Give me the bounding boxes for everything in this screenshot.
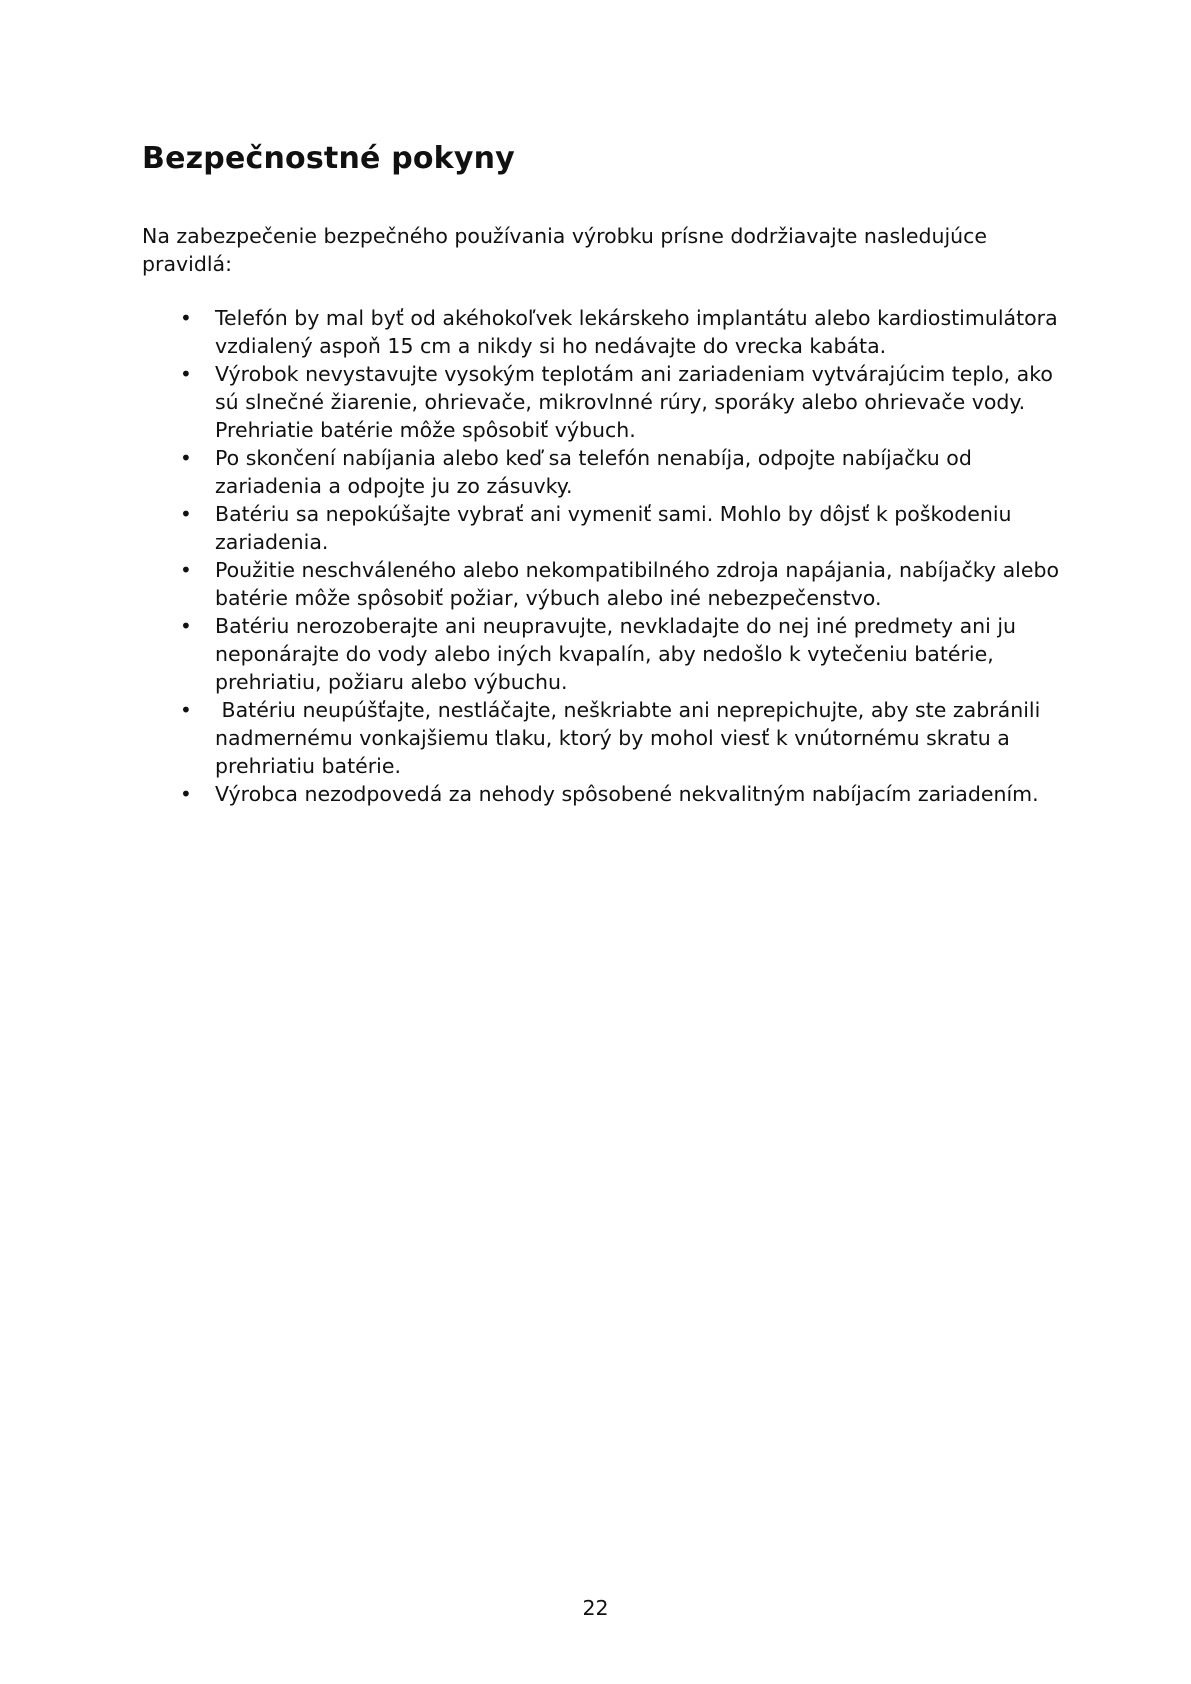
list-item [142, 780, 1062, 808]
intro-paragraph: Na zabezpečenie bezpečného používania výrobku prísne dodržiavajte nasledujúce pravidlá: [142, 224, 988, 276]
rule-text: Batériu neupúšťajte, nestláčajte, neškriabte ani neprepichujte, aby ste zabránili nadmernému vonkajšiemu tlaku, ktorý by mohol viesť k vnútornému skratu a prehriatiu batérie. [215, 698, 1047, 778]
list-item [142, 612, 1062, 696]
page-content [142, 138, 1062, 808]
bullet-icon: • [180, 502, 192, 526]
rule-text: Po skončení nabíjania alebo keď sa telefón nenabíja, odpojte nabíjačku od zariadenia a odpojte ju zo zásuvky. [215, 446, 972, 498]
safety-rules-list [142, 304, 1062, 808]
rule-text: Batériu sa nepokúšajte vybrať ani vymeniť sami. Mohlo by dôjsť k poškodeniu zariadenia. [215, 502, 1012, 554]
bullet-icon: • [180, 782, 192, 806]
list-item [142, 556, 1062, 612]
rule-text: Telefón by mal byť od akéhokoľvek lekárskeho implantátu alebo kardiostimulátora vzdialený aspoň 15 cm a nikdy si ho nedávajte do vrecka kabáta. [215, 306, 1058, 358]
bullet-icon: • [180, 698, 192, 722]
list-item [142, 500, 1062, 556]
rule-text: Výrobok nevystavujte vysokým teplotám ani zariadeniam vytvárajúcim teplo, ako sú slnečné žiarenie, ohrievače, mikrovlnné rúry, sporáky alebo ohrievače vody. Prehriatie batérie môže spôsobiť výbuch. [215, 362, 1053, 442]
bullet-icon: • [180, 306, 192, 330]
bullet-icon: • [180, 362, 192, 386]
bullet-icon: • [180, 558, 192, 582]
page-number: 22 [582, 1596, 609, 1620]
bullet-icon: • [180, 446, 192, 470]
list-item [142, 696, 1062, 780]
list-item [142, 444, 1062, 500]
list-item [142, 360, 1062, 444]
page-title: Bezpečnostné pokyny [142, 141, 515, 176]
list-item [142, 304, 1062, 360]
rule-text: Výrobca nezodpovedá za nehody spôsobené nekvalitným nabíjacím zariadením. [215, 782, 1039, 806]
bullet-icon: • [180, 614, 192, 638]
rule-text: Použitie neschváleného alebo nekompatibilného zdroja napájania, nabíjačky alebo batérie môže spôsobiť požiar, výbuch alebo iné nebezpečenstvo. [215, 558, 1060, 610]
rule-text: Batériu nerozoberajte ani neupravujte, nevkladajte do nej iné predmety ani ju neponárajte do vody alebo iných kvapalín, aby nedošlo k vytečeniu batérie, prehriatiu, požiaru alebo výbuchu. [215, 614, 1017, 694]
